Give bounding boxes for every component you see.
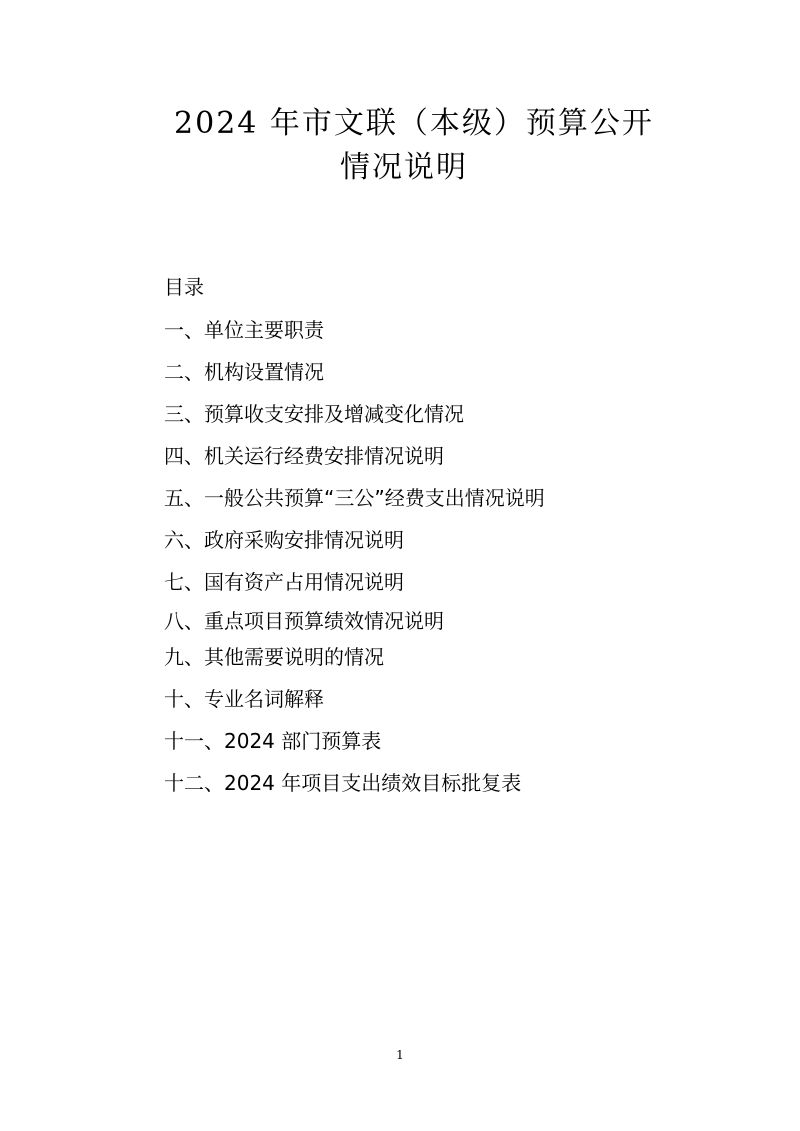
toc-item-1: 一、单位主要职责 (164, 318, 324, 342)
toc-item-6: 六、政府采购安排情况说明 (164, 528, 404, 552)
toc-heading: 目录 (164, 275, 204, 299)
document-title-line-2: 情况说明 (340, 150, 468, 185)
toc-item-4: 四、机关运行经费安排情况说明 (164, 444, 444, 468)
toc-item-9: 九、其他需要说明的情况 (164, 645, 384, 669)
page-number: 1 (396, 1048, 404, 1062)
toc-item-2: 二、机构设置情况 (164, 360, 324, 384)
toc-item-5: 五、一般公共预算“三公”经费支出情况说明 (164, 486, 545, 510)
toc-item-10: 十、专业名词解释 (164, 687, 324, 711)
toc-item-3: 三、预算收支安排及增减变化情况 (164, 402, 464, 426)
toc-item-11: 十一、2024 部门预算表 (164, 729, 382, 753)
document-title-line-1: 2024 年市文联（本级）预算公开 (174, 106, 654, 141)
toc-item-12: 十二、2024 年项目支出绩效目标批复表 (164, 771, 522, 795)
toc-item-7: 七、国有资产占用情况说明 (164, 570, 404, 594)
toc-item-8: 八、重点项目预算绩效情况说明 (164, 609, 444, 633)
